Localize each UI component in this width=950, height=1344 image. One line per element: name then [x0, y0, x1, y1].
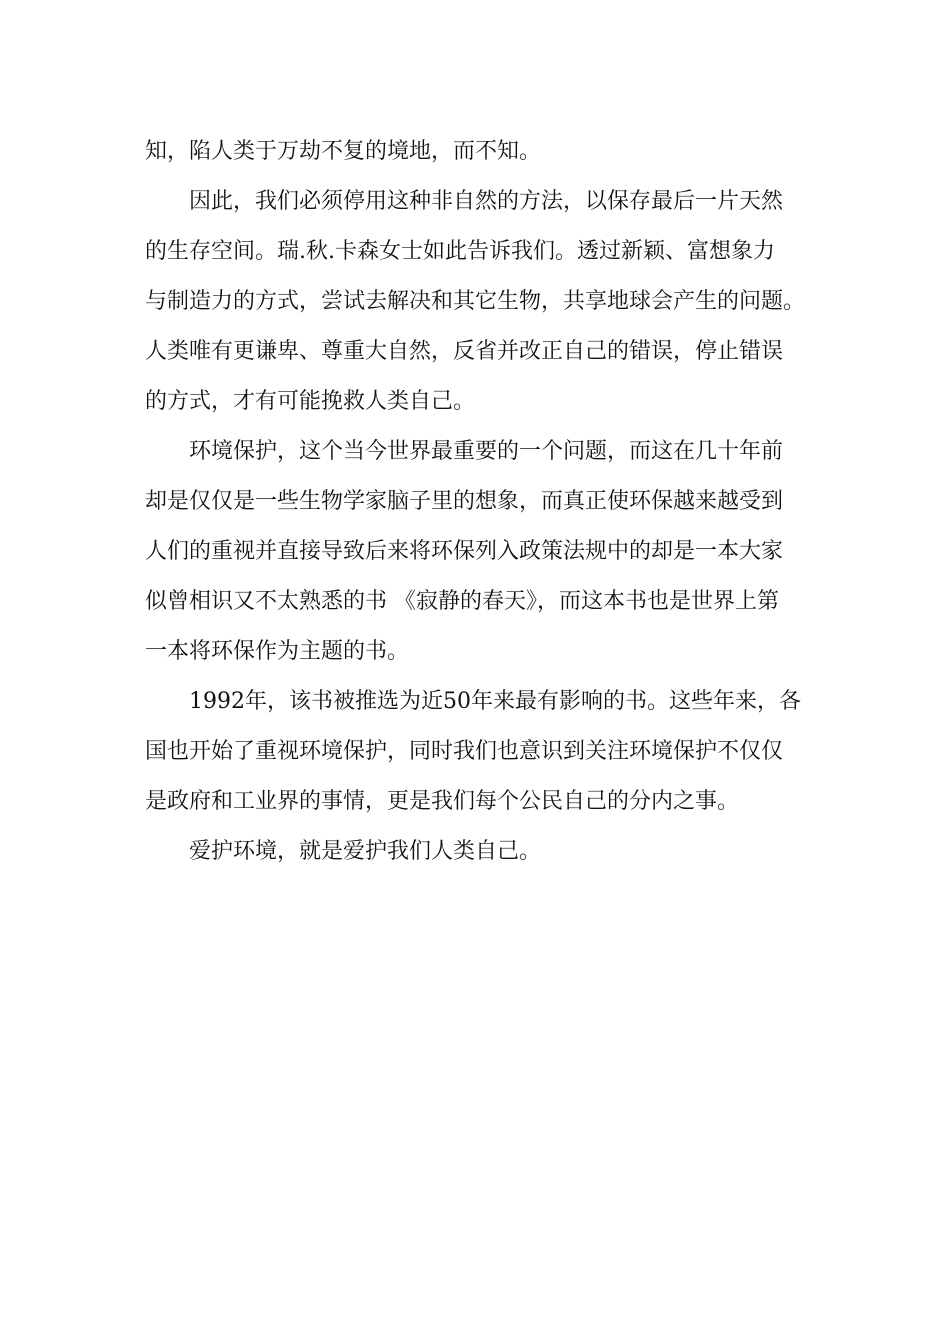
paragraph-3-line-2: 却是仅仅是一些生物学家脑子里的想象，而真正使环保越来越受到	[145, 489, 784, 514]
paragraph-2-line-4: 人类唯有更谦卑、尊重大自然，反省并改正自己的错误，停止错误	[145, 339, 784, 364]
paragraph-3-line-3: 人们的重视并直接导致后来将环保列入政策法规中的却是一本大家	[145, 539, 784, 564]
paragraph-3-line-4: 似曾相识又不太熟悉的书 《寂静的春天》，而这本书也是世界上第	[145, 589, 779, 614]
paragraph-4-line-2: 国也开始了重视环境保护，同时我们也意识到关注环境保护不仅仅	[145, 739, 784, 764]
paragraph-2-line-3: 与制造力的方式，尝试去解决和其它生物，共享地球会产生的问题。	[145, 289, 806, 314]
paragraph-4-line-1: 1992年，该书被推选为近50年来最有影响的书。这些年来，各	[189, 689, 801, 714]
paragraph-5-line-1: 爱护环境，就是爱护我们人类自己。	[189, 839, 542, 864]
paragraph-2-line-5: 的方式，才有可能挽救人类自己。	[145, 389, 476, 414]
paragraph-3-line-1: 环境保护，这个当今世界最重要的一个问题，而这在几十年前	[189, 439, 784, 464]
paragraph-3-line-5: 一本将环保作为主题的书。	[145, 639, 410, 664]
paragraph-1-line-1: 知，陷人类于万劫不复的境地，而不知。	[145, 139, 542, 164]
paragraph-2-line-2: 的生存空间。瑞.秋.卡森女士如此告诉我们。透过新颖、富想象力	[145, 239, 775, 264]
paragraph-4-line-3: 是政府和工业界的事情，更是我们每个公民自己的分内之事。	[145, 789, 740, 814]
paragraph-2-line-1: 因此，我们必须停用这种非自然的方法，以保存最后一片天然	[189, 189, 784, 214]
